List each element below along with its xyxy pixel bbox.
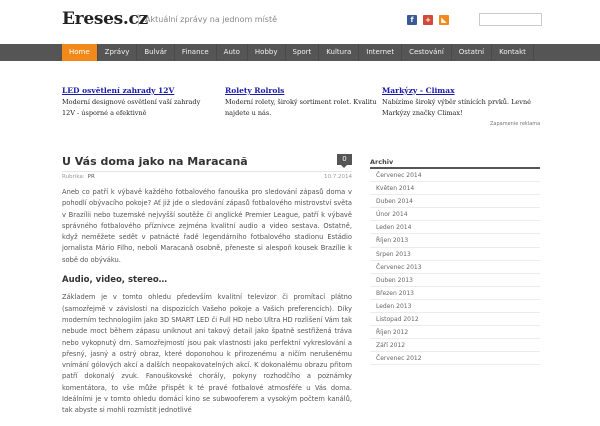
nav-item-hobby[interactable]: Hobby — [248, 44, 286, 61]
nav-item-auto[interactable]: Auto — [217, 44, 248, 61]
social-links — [407, 15, 449, 25]
nav-item-internet[interactable]: Internet — [359, 44, 402, 61]
nav-item-ostatni[interactable]: Ostatní — [452, 44, 492, 61]
archive-item[interactable]: Listopad 2012 — [370, 313, 540, 326]
archive-item[interactable]: Červenec 2014 — [370, 169, 540, 182]
archive-item[interactable]: Duben 2014 — [370, 195, 540, 208]
article-title[interactable]: U Vás doma jako na Maracanã — [62, 155, 248, 168]
meta-divider — [62, 171, 352, 181]
ad-label[interactable]: Zapamenie reklama — [490, 121, 541, 127]
nav-item-cestovani[interactable]: Cestování — [402, 44, 452, 61]
category-label: Rubrika: — [62, 174, 85, 180]
ad-block — [62, 86, 540, 128]
archive-item[interactable]: Březen 2013 — [370, 287, 540, 300]
archive-item[interactable]: Leden 2013 — [370, 300, 540, 313]
archive-item[interactable]: Květen 2014 — [370, 182, 540, 195]
site-tagline: Aktuální zprávy na jednom místě — [138, 14, 277, 26]
archive-item[interactable]: Červenec 2013 — [370, 261, 540, 274]
ad-text: Moderní rolety, široký sortiment rolet. Kvalitu najdete u nás. — [225, 98, 377, 117]
article-paragraph: Základem je v tomto ohledu především kvalitní televizor či promítací plátno (samozřejmě v závislosti na dispozicích Vašeho pokoje a Vašich preferencích). Díky moderním technologiím jako 3D SMART LED či Full HD nebo Ultra HD rozlišení Vám tak nebude moct během zápasu uniknout ani takový detail jako špatně sestřižená tráva nebo vykopnutý drn. Samozřejmostí jsou pak vlastnosti jako perfektní vykreslování a přesný, jasný a ostrý obraz, které doponohou k přirozenému a ničím nerušenému vnímání gólových akcí a dalších neopakovatelných akcí. K dokonalému obrazu přitom patří dokonalý zvuk. Fanouškovské chorály, pokyny rozhodčího a poznámky komentátora, to vše může přispět k té pravé fotbalové atmosféře u Vás doma. Ideálními je v tomto ohledu domácí kino se subwooferem a vysokým počtem kanálů, tak abyste si mohli rozmístit jednotlivé — [62, 293, 352, 415]
nav-item-bulvar[interactable]: Bulvár — [137, 44, 175, 61]
article-date: 10.7.2014 — [324, 174, 352, 180]
archive-item[interactable]: Červenec 2012 — [370, 352, 540, 365]
ad-title-link[interactable]: Rolety Rolrols — [225, 86, 285, 95]
main-nav — [0, 44, 600, 61]
article-category — [62, 174, 95, 180]
archive-item[interactable]: Říjen 2013 — [370, 234, 540, 247]
nav-item-finance[interactable]: Finance — [175, 44, 217, 61]
ad-title-link[interactable]: LED osvětlení zahrady 12V — [62, 86, 175, 95]
nav-list — [62, 44, 534, 61]
archive-item[interactable]: Srpen 2013 — [370, 248, 540, 261]
nav-item-zpravy[interactable]: Zprávy — [98, 44, 138, 61]
nav-item-home[interactable]: Home — [62, 44, 98, 61]
ad-text: Nabízíme široký výběr stínících prvků. Levné Markýzy značky Climax! — [382, 98, 531, 117]
category-link[interactable]: PR — [87, 174, 95, 180]
facebook-icon[interactable]: f — [407, 15, 417, 25]
archive-item[interactable]: Září 2012 — [370, 339, 540, 352]
article-subheading: Audio, video, stereo… — [62, 275, 168, 286]
article-body — [62, 187, 352, 426]
ad-title-link[interactable]: Markýzy - Climax — [382, 86, 455, 95]
archive-item[interactable]: Říjen 2012 — [370, 326, 540, 339]
nav-item-kultura[interactable]: Kultura — [319, 44, 359, 61]
ad-text: Moderní designové osvětlení vaší zahrady 12V - úsporné a efektivně — [62, 98, 201, 117]
rss-icon[interactable]: ◣ — [439, 15, 449, 25]
article-paragraph: Aneb co patří k výbavě každého fotbalového fanouška pro sledování zápasů doma v pohodlí obývacího pokoje? Ať již jde o sledování zápasů fotbalového mistrovství světa v Brazílii nebo tuzemské nejvyšší soutěže či anglické Premier League, patří k výbavě správného fotbalového příznivce zejména kvalitní audio a video sestava. Ostatně, když neměžete sedět v patnácté řadě legendárního fotbalového stadionu Estádio jornalista Mário Filho, neboli Maracanã osobně, přeneste si alespoň kousek Brazílie k sobě do obýváku. — [62, 188, 352, 264]
comment-count-badge[interactable]: 0 — [337, 154, 352, 165]
sidebar-archive — [370, 155, 540, 365]
nav-item-sport[interactable]: Sport — [286, 44, 320, 61]
nav-item-kontakt[interactable]: Kontakt — [492, 44, 534, 61]
ad-item — [382, 86, 534, 119]
ad-item — [62, 86, 214, 119]
archive-item[interactable]: Leden 2014 — [370, 221, 540, 234]
google-plus-icon[interactable]: + — [423, 15, 433, 25]
archive-item[interactable]: Únor 2014 — [370, 208, 540, 221]
site-logo[interactable]: Ereses.cz — [62, 9, 148, 29]
search-input[interactable] — [479, 13, 542, 26]
archive-list — [370, 169, 540, 365]
site-header — [0, 0, 600, 44]
archive-item[interactable]: Duben 2013 — [370, 274, 540, 287]
archive-title: Archiv — [370, 155, 540, 169]
ad-item — [225, 86, 377, 119]
